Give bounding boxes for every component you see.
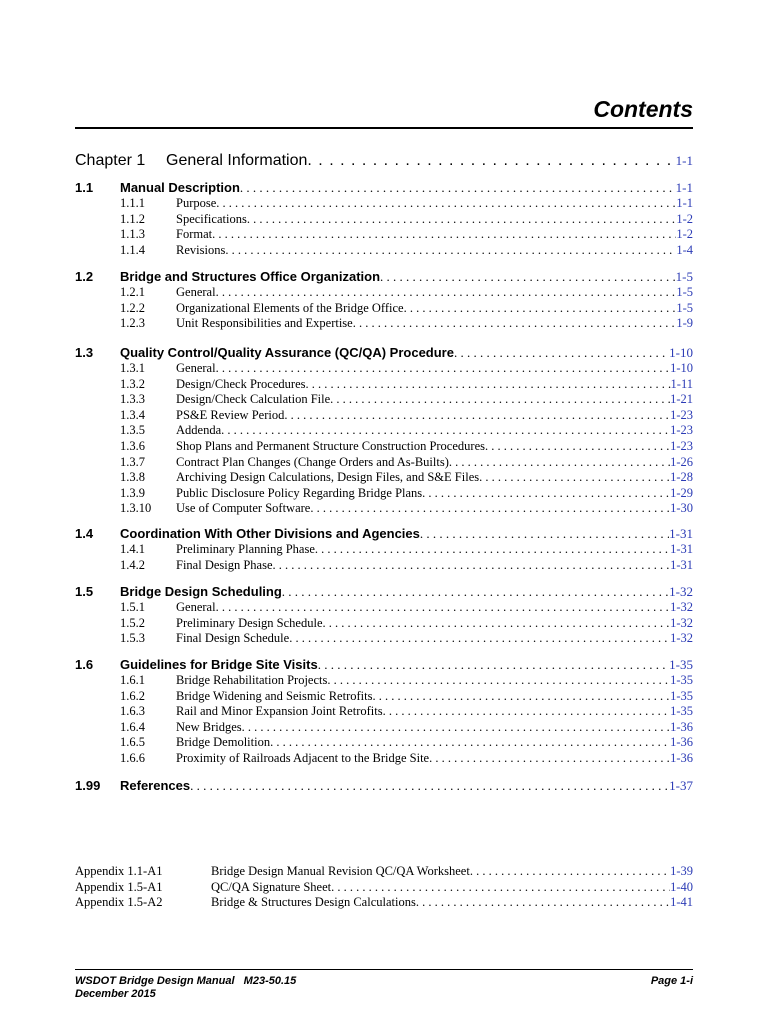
toc-section-entry[interactable] — [75, 180, 693, 195]
toc-subsection-number: 1.3.10 — [120, 501, 152, 516]
dot-leader — [270, 735, 670, 750]
footer-manual-id: WSDOT Bridge Design Manual M23-50.15 — [75, 975, 297, 987]
toc-subsection-page-link[interactable]: 1-11 — [670, 376, 693, 391]
dot-leader — [212, 227, 676, 242]
toc-appendix-entry[interactable] — [75, 880, 693, 895]
dot-leader — [380, 269, 676, 284]
toc-subsection-entry[interactable] — [75, 558, 693, 573]
toc-appendix-title: QC/QA Signature Sheet — [211, 880, 332, 894]
toc-subsection-title: Design/Check Calculation File — [176, 392, 331, 407]
toc-subsection-page-link[interactable]: 1-10 — [670, 361, 693, 375]
toc-appendix-entry[interactable] — [75, 895, 693, 910]
toc-subsection-page-link[interactable]: 1-32 — [670, 615, 693, 630]
toc-subsection-page-link[interactable]: 1-30 — [670, 501, 693, 516]
dot-leader — [225, 243, 676, 258]
chapter-title: General Information — [166, 152, 308, 169]
toc-subsection-entry[interactable] — [75, 600, 693, 615]
dot-leader — [315, 542, 670, 557]
dot-leader — [273, 558, 671, 573]
toc-subsection-entry[interactable] — [75, 227, 693, 242]
toc-subsection-page-link[interactable]: 1-35 — [670, 704, 693, 719]
toc-subsection-title: Format — [176, 227, 213, 242]
dot-leader — [282, 584, 669, 599]
toc-chapter-entry[interactable] — [75, 152, 693, 170]
toc-subsection-page-link[interactable]: 1-36 — [670, 751, 693, 765]
toc-subsection-title: Final Design Phase — [176, 557, 273, 572]
toc-subsection-title: Rail and Minor Expansion Joint Retrofits — [176, 704, 383, 719]
toc-appendix-page-link[interactable]: 1-39 — [670, 864, 693, 878]
toc-section-title: Manual Description — [120, 180, 240, 195]
dot-leader — [383, 704, 670, 719]
toc-subsection-entry[interactable] — [75, 408, 693, 423]
toc-subsection-number: 1.6.4 — [120, 719, 145, 734]
dot-leader — [330, 392, 670, 407]
toc-subsection-number: 1.3.6 — [120, 439, 145, 453]
toc-subsection-title: New Bridges — [176, 719, 242, 734]
toc-subsection-page-link[interactable]: 1-32 — [670, 631, 693, 646]
toc-subsection-number: 1.3.4 — [120, 407, 145, 422]
footer-divider — [75, 969, 693, 970]
dot-leader — [240, 180, 676, 195]
dot-leader — [420, 526, 669, 541]
toc-subsection-number: 1.3.3 — [120, 392, 145, 407]
dot-leader — [216, 285, 677, 300]
dot-leader — [404, 301, 677, 316]
toc-appendix-number: Appendix 1.5-A2 — [75, 895, 163, 909]
toc-subsection-page-link[interactable]: 1-35 — [670, 673, 693, 687]
toc-subsection-page-link[interactable]: 1-31 — [670, 542, 693, 556]
toc-subsection-entry[interactable] — [75, 470, 693, 485]
toc-subsection-title: Addenda — [176, 423, 222, 438]
toc-subsection-number: 1.3.1 — [120, 361, 145, 375]
dot-leader — [454, 345, 669, 360]
toc-subsection-entry[interactable] — [75, 501, 693, 516]
toc-subsection-number: 1.1.3 — [120, 227, 145, 242]
toc-section-page-link[interactable]: 1-1 — [675, 180, 693, 195]
toc-subsection-number: 1.6.3 — [120, 704, 145, 719]
toc-subsection-title: Specifications — [176, 211, 247, 226]
toc-subsection-number: 1.1.2 — [120, 211, 145, 226]
toc-subsection-title: Public Disclosure Policy Regarding Bridge Plans — [176, 485, 423, 500]
toc-section-page-link[interactable]: 1-35 — [669, 657, 693, 672]
dot-leader — [479, 470, 670, 485]
dot-leader — [247, 212, 677, 227]
toc-subsection-page-link[interactable]: 1-1 — [676, 196, 693, 210]
toc-section-title: Coordination With Other Divisions and Agencies — [120, 526, 420, 541]
dot-leader — [429, 751, 670, 766]
toc-section-number: 1.5 — [75, 584, 94, 599]
dot-leader — [485, 439, 670, 454]
toc-subsection-page-link[interactable]: 1-9 — [676, 316, 693, 331]
toc-section-entry[interactable] — [75, 778, 693, 793]
page-title: Contents — [593, 96, 693, 122]
chapter-page-link[interactable]: 1-1 — [675, 153, 693, 168]
dot-leader — [470, 864, 670, 879]
toc-subsection-entry[interactable] — [75, 285, 693, 300]
toc-subsection-title: General — [176, 361, 216, 375]
toc-section-number: 1.99 — [75, 778, 101, 793]
toc-subsection-title: Contract Plan Changes (Change Orders and As-Builts) — [176, 454, 449, 469]
toc-subsection-title: General — [176, 285, 216, 299]
toc-subsection-page-link[interactable]: 1-23 — [670, 423, 693, 438]
dot-leader — [305, 377, 670, 392]
toc-subsection-number: 1.3.5 — [120, 423, 145, 438]
dot-leader — [353, 316, 677, 331]
toc-appendix-number: Appendix 1.1-A1 — [75, 864, 163, 878]
toc-subsection-title: Archiving Design Calculations, Design Files, and S&E Files — [176, 470, 480, 485]
chapter-number: Chapter 1 — [75, 152, 146, 169]
toc-section-page-link[interactable]: 1-31 — [669, 526, 693, 541]
toc-subsection-entry[interactable] — [75, 631, 693, 646]
toc-subsection-page-link[interactable]: 1-26 — [670, 454, 693, 469]
toc-appendix-title: Bridge & Structures Design Calculations — [211, 895, 416, 909]
toc-subsection-number: 1.6.6 — [120, 751, 145, 765]
dot-leader — [216, 600, 671, 615]
toc-section-page-link[interactable]: 1-10 — [669, 345, 693, 360]
toc-subsection-entry[interactable] — [75, 361, 693, 376]
toc-subsection-page-link[interactable]: 1-31 — [670, 557, 693, 572]
toc-subsection-entry[interactable] — [75, 704, 693, 719]
toc-subsection-number: 1.3.2 — [120, 376, 145, 391]
toc-subsection-entry[interactable] — [75, 720, 693, 735]
toc-subsection-title: PS&E Review Period — [176, 407, 285, 422]
toc-subsection-entry[interactable] — [75, 301, 693, 316]
toc-subsection-number: 1.3.8 — [120, 470, 145, 485]
toc-subsection-number: 1.6.2 — [120, 688, 145, 703]
toc-subsection-number: 1.2.3 — [120, 316, 145, 331]
dot-leader — [422, 486, 670, 501]
dot-leader — [289, 631, 670, 646]
toc-subsection-entry[interactable] — [75, 243, 693, 258]
toc-subsection-page-link[interactable]: 1-35 — [670, 688, 693, 703]
toc-section-page-link[interactable]: 1-37 — [669, 778, 693, 793]
toc-subsection-page-link[interactable]: 1-4 — [676, 242, 693, 257]
toc-subsection-page-link[interactable]: 1-36 — [670, 719, 693, 734]
toc-subsection-entry[interactable] — [75, 542, 693, 557]
toc-subsection-entry[interactable] — [75, 486, 693, 501]
toc-section-number: 1.6 — [75, 657, 94, 672]
toc-subsection-entry[interactable] — [75, 689, 693, 704]
toc-subsection-page-link[interactable]: 1-32 — [670, 600, 693, 614]
toc-subsection-entry[interactable] — [75, 751, 693, 766]
footer-page-number: Page 1-i — [650, 975, 693, 987]
toc-section-entry[interactable] — [75, 657, 693, 672]
title-divider — [75, 127, 693, 129]
dot-leader — [323, 616, 671, 631]
toc-subsection-title: Preliminary Planning Phase — [176, 542, 315, 556]
toc-subsection-number: 1.3.9 — [120, 485, 145, 500]
toc-subsection-number: 1.5.1 — [120, 600, 145, 614]
toc-section-entry[interactable] — [75, 269, 693, 284]
dot-leader — [449, 455, 670, 470]
toc-subsection-title: Bridge Rehabilitation Projects — [176, 673, 328, 687]
toc-subsection-title: Unit Responsibilities and Expertise — [176, 316, 353, 331]
toc-subsection-title: General — [176, 600, 216, 614]
toc-subsection-title: Bridge Widening and Seismic Retrofits — [176, 688, 373, 703]
toc-subsection-entry[interactable] — [75, 439, 693, 454]
toc-appendix-entry[interactable] — [75, 864, 693, 879]
toc-appendix-title: Bridge Design Manual Revision QC/QA Worksheet — [211, 864, 470, 878]
toc-subsection-title: Shop Plans and Permanent Structure Construction Procedures — [176, 439, 485, 453]
toc-section-number: 1.2 — [75, 269, 94, 284]
toc-subsection-title: Final Design Schedule — [176, 631, 290, 646]
dot-leader — [372, 689, 670, 704]
dot-leader — [242, 720, 670, 735]
dot-leader — [221, 423, 670, 438]
toc-subsection-number: 1.5.2 — [120, 615, 145, 630]
toc-section-entry[interactable] — [75, 526, 693, 541]
toc-section-number: 1.4 — [75, 526, 94, 541]
toc-section-title: References — [120, 778, 191, 793]
toc-subsection-title: Design/Check Procedures — [176, 376, 306, 391]
toc-subsection-page-link[interactable]: 1-2 — [676, 227, 693, 242]
dot-leader — [190, 778, 669, 793]
toc-section-title: Bridge and Structures Office Organization — [120, 269, 381, 284]
toc-subsection-number: 1.4.1 — [120, 542, 145, 556]
toc-subsection-page-link[interactable]: 1-21 — [670, 392, 693, 407]
dot-leader — [310, 501, 670, 516]
toc-section-number: 1.1 — [75, 180, 94, 195]
toc-subsection-entry[interactable] — [75, 196, 693, 211]
toc-section-title: Quality Control/Quality Assurance (QC/QA) Procedure — [120, 345, 454, 360]
toc-subsection-page-link[interactable]: 1-23 — [670, 407, 693, 422]
toc-subsection-number: 1.1.1 — [120, 196, 145, 210]
toc-subsection-entry[interactable] — [75, 673, 693, 688]
toc-subsection-number: 1.1.4 — [120, 242, 145, 257]
toc-subsection-entry[interactable] — [75, 735, 693, 750]
toc-subsection-number: 1.3.7 — [120, 454, 145, 469]
toc-section-page-link[interactable]: 1-5 — [675, 269, 693, 284]
toc-subsection-entry[interactable] — [75, 423, 693, 438]
dot-leader — [331, 880, 670, 895]
toc-section-entry[interactable] — [75, 584, 693, 599]
dot-leader — [318, 657, 669, 672]
toc-subsection-entry[interactable] — [75, 392, 693, 407]
toc-subsection-page-link[interactable]: 1-5 — [676, 300, 693, 315]
dot-leader — [216, 361, 671, 376]
dot-leader — [307, 152, 675, 170]
toc-subsection-number: 1.5.3 — [120, 631, 145, 646]
dot-leader — [327, 673, 670, 688]
toc-subsection-number: 1.4.2 — [120, 557, 145, 572]
dot-leader — [416, 895, 670, 910]
toc-subsection-title: Bridge Demolition — [176, 735, 271, 750]
toc-section-title: Bridge Design Scheduling — [120, 584, 282, 599]
toc-appendix-number: Appendix 1.5-A1 — [75, 880, 163, 894]
toc-section-number: 1.3 — [75, 345, 94, 360]
toc-subsection-entry[interactable] — [75, 377, 693, 392]
toc-subsection-page-link[interactable]: 1-36 — [670, 735, 693, 750]
toc-subsection-title: Organizational Elements of the Bridge Office — [176, 300, 404, 315]
toc-subsection-title: Use of Computer Software — [176, 501, 311, 516]
toc-subsection-number: 1.2.2 — [120, 300, 145, 315]
toc-subsection-page-link[interactable]: 1-23 — [670, 439, 693, 453]
toc-appendix-page-link[interactable]: 1-40 — [670, 880, 693, 894]
toc-subsection-number: 1.6.5 — [120, 735, 145, 750]
toc-subsection-entry[interactable] — [75, 316, 693, 331]
toc-subsection-title: Revisions — [176, 242, 226, 257]
dot-leader — [284, 408, 670, 423]
footer-date: December 2015 — [75, 988, 156, 1000]
toc-subsection-entry[interactable] — [75, 455, 693, 470]
toc-subsection-title: Purpose — [176, 196, 217, 210]
footer — [75, 975, 693, 1001]
toc-subsection-page-link[interactable]: 1-2 — [676, 211, 693, 226]
toc-appendix-page-link[interactable]: 1-41 — [670, 895, 693, 909]
toc-section-page-link[interactable]: 1-32 — [669, 584, 693, 599]
toc-subsection-number: 1.6.1 — [120, 673, 145, 687]
toc-section-entry[interactable] — [75, 345, 693, 360]
toc-section-title: Guidelines for Bridge Site Visits — [120, 657, 318, 672]
toc-subsection-page-link[interactable]: 1-5 — [676, 285, 693, 299]
toc-subsection-number: 1.2.1 — [120, 285, 145, 299]
toc-subsection-entry[interactable] — [75, 212, 693, 227]
toc-subsection-page-link[interactable]: 1-28 — [670, 470, 693, 485]
toc-subsection-title: Preliminary Design Schedule — [176, 615, 323, 630]
toc-subsection-entry[interactable] — [75, 616, 693, 631]
dot-leader — [216, 196, 676, 211]
toc-subsection-title: Proximity of Railroads Adjacent to the Bridge Site — [176, 751, 430, 765]
toc-subsection-page-link[interactable]: 1-29 — [670, 485, 693, 500]
